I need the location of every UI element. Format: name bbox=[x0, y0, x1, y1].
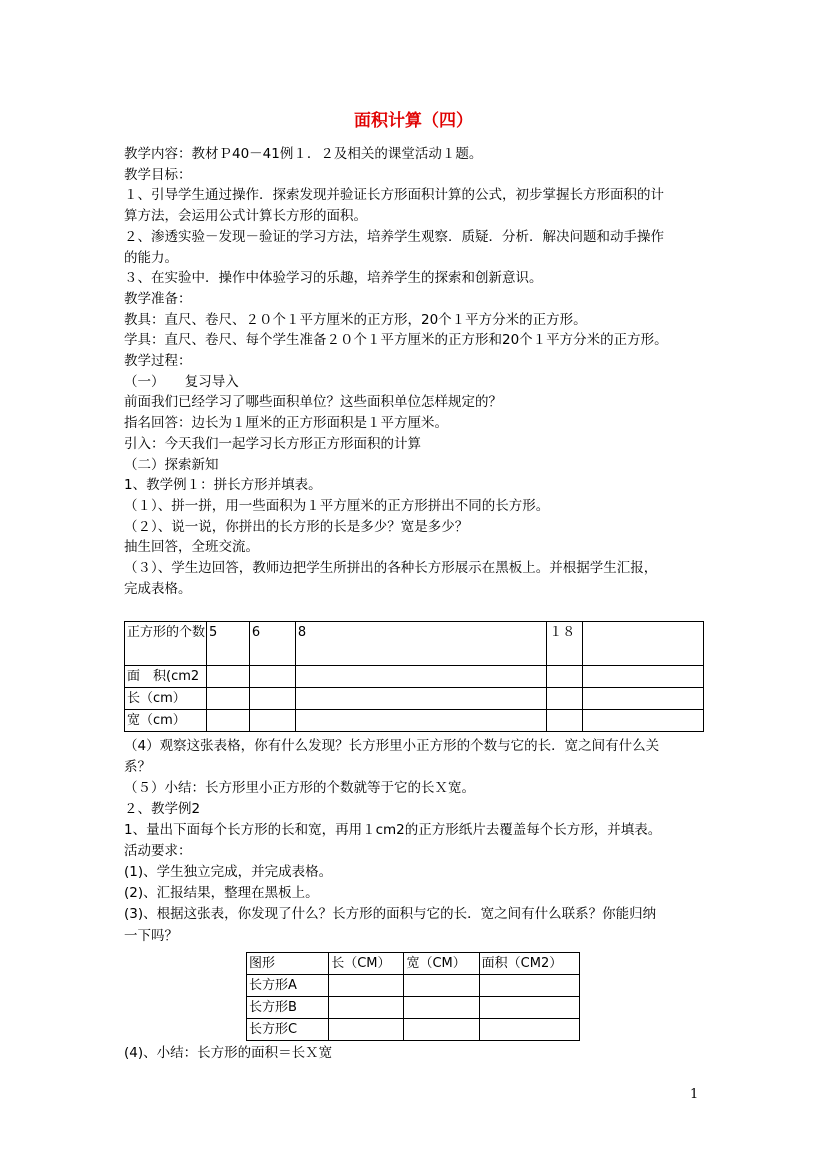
table-cell bbox=[583, 688, 704, 710]
table-cell: 宽（CM） bbox=[404, 953, 479, 975]
text-line: （１）、拼一拼，用一些面积为１平方厘米的正方形拼出不同的长方形。 bbox=[124, 497, 550, 514]
text-line: ３、在实验中．操作中体验学习的乐趣，培养学生的探索和创新意识。 bbox=[124, 270, 543, 287]
table-cell bbox=[295, 688, 546, 710]
text-line: 算方法，会运用公式计算长方形的面积。 bbox=[124, 208, 367, 225]
text-line: 活动要求： bbox=[124, 843, 192, 859]
table-cell: 6 bbox=[249, 622, 295, 666]
table-cell bbox=[206, 688, 249, 710]
table-cell bbox=[249, 666, 295, 688]
text-line: 学具：直尺、卷尺、每个学生准备２０个１平方厘米的正方形和20个１平方分米的正方形。 bbox=[124, 332, 668, 349]
text-line: ２、教学例2 bbox=[124, 801, 201, 817]
rectangles-table bbox=[246, 952, 580, 1041]
table-cell: 面 积(cm2 bbox=[125, 666, 207, 688]
table-cell bbox=[295, 666, 546, 688]
table-row bbox=[125, 666, 704, 688]
text-line: 的能力。 bbox=[124, 249, 178, 266]
table-cell: １８ bbox=[547, 622, 583, 666]
table-cell bbox=[249, 710, 295, 732]
text-line: （二）探索新知 bbox=[124, 456, 219, 473]
table-cell: 长（CM） bbox=[329, 953, 404, 975]
document-title: 面积计算（四） bbox=[354, 111, 473, 131]
table-row bbox=[125, 622, 704, 666]
text-line: (3)、根据这张表，你发现了什么？长方形的面积与它的长．宽之间有什么联系？你能归纳 bbox=[124, 906, 657, 922]
table-cell bbox=[547, 666, 583, 688]
text-line: (1)、学生独立完成，并完成表格。 bbox=[124, 864, 333, 880]
table-row bbox=[247, 975, 580, 997]
table-row bbox=[247, 953, 580, 975]
table-cell bbox=[329, 975, 404, 997]
table-cell: 图形 bbox=[247, 953, 329, 975]
table-cell: 宽（cm） bbox=[125, 710, 207, 732]
table-cell bbox=[479, 997, 579, 1019]
table-cell bbox=[404, 1019, 479, 1041]
table-row bbox=[125, 710, 704, 732]
text-line: 抽生回答，全班交流。 bbox=[124, 539, 259, 556]
table-cell bbox=[583, 666, 704, 688]
table-cell: 长（cm） bbox=[125, 688, 207, 710]
text-line: 1、量出下面每个长方形的长和宽，再用１cm2的正方形纸片去覆盖每个长方形，并填表。 bbox=[124, 822, 662, 838]
squares-table bbox=[124, 621, 704, 732]
table-cell bbox=[547, 710, 583, 732]
table-row bbox=[125, 688, 704, 710]
text-line: 1、教学例１：拼长方形并填表。 bbox=[124, 477, 322, 494]
table-cell bbox=[329, 1019, 404, 1041]
text-line: （５）小结：长方形里小正方形的个数就等于它的长Ｘ宽。 bbox=[124, 780, 475, 796]
table-cell: 面积（CM2） bbox=[479, 953, 579, 975]
table-cell: 8 bbox=[295, 622, 546, 666]
table-cell: 长方形A bbox=[247, 975, 329, 997]
table-cell: 5 bbox=[206, 622, 249, 666]
table-cell bbox=[583, 622, 704, 666]
text-line: 前面我们已经学习了哪些面积单位？这些面积单位怎样规定的？ bbox=[124, 394, 502, 411]
table-cell bbox=[206, 710, 249, 732]
table-cell: 长方形B bbox=[247, 997, 329, 1019]
table-cell bbox=[329, 997, 404, 1019]
text-line: 一下吗？ bbox=[124, 928, 178, 944]
table-cell bbox=[295, 710, 546, 732]
table-cell bbox=[206, 666, 249, 688]
text-line: 指名回答：边长为１厘米的正方形面积是１平方厘米。 bbox=[124, 415, 448, 432]
text-line: 教学准备： bbox=[124, 290, 192, 307]
text-line: 教学过程： bbox=[124, 353, 192, 369]
text-line: 教学内容：教材Ｐ40－41例１．２及相关的课堂活动１题。 bbox=[124, 146, 483, 162]
text-line: 教学目标： bbox=[124, 166, 192, 183]
table-cell: 正方形的个数 bbox=[125, 622, 207, 666]
table-cell bbox=[404, 975, 479, 997]
table-cell bbox=[479, 975, 579, 997]
table-cell bbox=[479, 1019, 579, 1041]
text-line: ２、渗透实验－发现－验证的学习方法，培养学生观察．质疑．分析．解决问题和动手操作 bbox=[124, 228, 664, 245]
summary-line: (4)、小结：长方形的面积＝长Ｘ宽 bbox=[124, 1045, 333, 1061]
text-line: 引入：今天我们一起学习长方形正方形面积的计算 bbox=[124, 435, 421, 452]
table-cell bbox=[249, 688, 295, 710]
text-line: 完成表格。 bbox=[124, 580, 192, 597]
text-line: （２）、说一说，你拼出的长方形的长是多少？宽是多少？ bbox=[124, 518, 469, 535]
text-line: 系？ bbox=[124, 759, 151, 775]
text-line: （３）、学生边回答，教师边把学生所拼出的各种长方形展示在黑板上。并根据学生汇报， bbox=[124, 560, 658, 576]
table-cell bbox=[404, 997, 479, 1019]
text-line: （一） 复习导入 bbox=[124, 373, 239, 390]
text-line: 教具：直尺、卷尺、２０个１平方厘米的正方形，20个１平方分米的正方形。 bbox=[124, 311, 587, 328]
text-line: (2)、汇报结果，整理在黑板上。 bbox=[124, 885, 319, 901]
text-line: １、引导学生通过操作．探索发现并验证长方形面积计算的公式，初步掌握长方形面积的计 bbox=[124, 187, 664, 204]
table-row bbox=[247, 1019, 580, 1041]
table-cell bbox=[583, 710, 704, 732]
table-cell: 长方形C bbox=[247, 1019, 329, 1041]
table-cell bbox=[547, 688, 583, 710]
text-line: （4）观察这张表格，你有什么发现？长方形里小正方形的个数与它的长．宽之间有什么关 bbox=[124, 738, 660, 754]
page-number: 1 bbox=[690, 1087, 699, 1102]
table-row bbox=[247, 997, 580, 1019]
